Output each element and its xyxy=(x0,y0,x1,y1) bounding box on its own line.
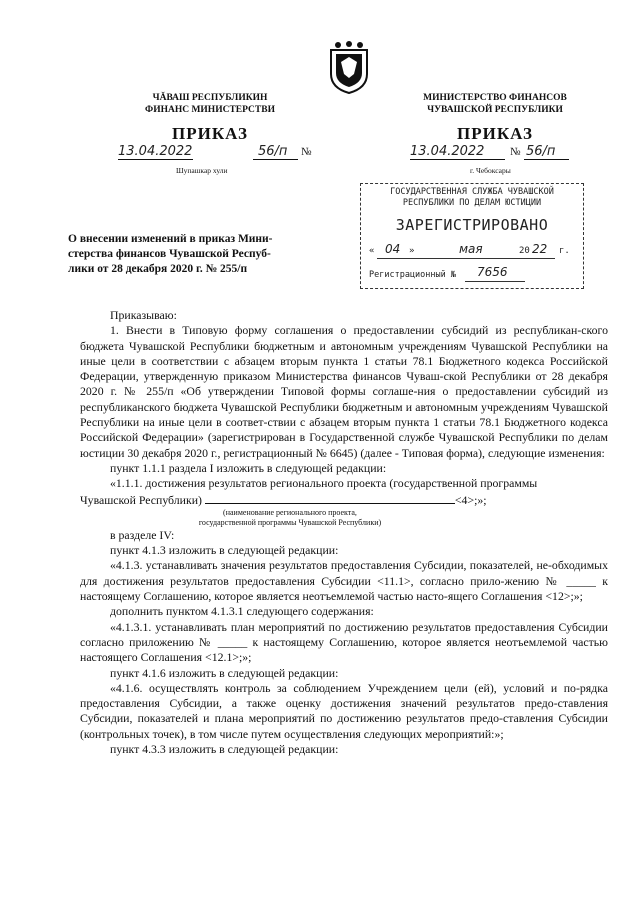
paragraph-1-1-1-intro: пункт 1.1.1 раздела I изложить в следующей редакции: xyxy=(110,460,387,475)
paragraph-4-1-6-text: «4.1.6. осуществлять контроль за соблюдением Учреждением цели (ей), условий и по-рядка предоставления Субсидии, а также оценку достижения значений результатов предо-ставления Субсидии, показателей и плана мероприятий по достижению результатов предо-ставления Субсидии (контрольных точек), в том числе путем осуществления следующих мероприятий:»; xyxy=(80,680,608,741)
registration-stamp xyxy=(360,183,584,289)
caption-block xyxy=(140,508,440,528)
left-date: 13.04.2022 xyxy=(118,144,193,159)
paragraph-1-1-1-text xyxy=(80,476,608,508)
clause-1-1-1-b: Чувашской Республики) xyxy=(80,492,202,507)
stamp-month: мая xyxy=(459,242,483,256)
left-org-line2: ФИНАНС МИНИСТЕРСТВИ xyxy=(145,105,275,115)
left-header xyxy=(130,92,290,116)
title-line2: стерства финансов Чувашской Респуб- xyxy=(68,248,271,260)
stamp-date-row: « 04 » мая 20 22 г. xyxy=(369,244,579,260)
left-number: 56/п xyxy=(258,144,288,159)
right-number-sign: № xyxy=(510,146,521,158)
stamp-day: 04 xyxy=(385,242,401,256)
paragraph-4-1-6-intro: пункт 4.1.6 изложить в следующей редакции: xyxy=(110,665,339,680)
right-org-line2: ЧУВАШСКОЙ РЕСПУБЛИКИ xyxy=(427,105,563,115)
stamp-year-prefix: 20 xyxy=(519,246,530,256)
right-date-number xyxy=(410,144,610,162)
right-number: 56/п xyxy=(526,144,556,159)
coat-of-arms-emblem xyxy=(326,40,372,94)
caption-line1: (наименование регионального проекта, xyxy=(223,507,357,517)
paragraph-4-1-3-1-text: «4.1.3.1. устанавливать план мероприятий по достижению результатов предоставления Субсидии согласно приложению № _____ к настоящему Соглашению, которое является неотъемлемой частью настоящего Соглашения <12.1>;»; xyxy=(80,619,608,665)
stamp-reg-row xyxy=(369,265,579,284)
title-line1: О внесении изменений в приказ Мини- xyxy=(68,233,273,245)
right-place: г. Чебоксары xyxy=(470,166,511,175)
stamp-year: 22 xyxy=(532,242,548,256)
left-number-sign: № xyxy=(301,146,312,158)
title-line3: лики от 28 декабря 2020 г. № 255/п xyxy=(68,263,248,275)
left-date-number xyxy=(118,144,318,162)
right-org-line1: МИНИСТЕРСТВО ФИНАНСОВ xyxy=(423,93,567,103)
paragraph-4-3-3-intro: пункт 4.3.3 изложить в следующей редакции: xyxy=(110,742,339,757)
right-header xyxy=(405,92,585,116)
paragraph-4-1-3-text: «4.1.3. устанавливать значения результатов предоставления Субсидии, показателей, не-обходимых для достижения результатов предоставления Субсидии <11.1>, согласно прило-жению № _____ к настоящему Соглашению, которое является неотъемлемой частью насто-ящего Соглашения <12>;»; xyxy=(80,558,608,604)
stamp-line1: ГОСУДАРСТВЕННАЯ СЛУЖБА ЧУВАШСКОЙ xyxy=(390,187,554,197)
right-doc-type: ПРИКАЗ xyxy=(457,124,533,143)
document-body xyxy=(80,308,608,757)
left-org-line1: ЧĂВАШ РЕСПУБЛИКИН xyxy=(152,93,268,103)
clause-1-1-1-c: <4>;»; xyxy=(454,492,487,507)
paragraph-4-1-3-intro: пункт 4.1.3 изложить в следующей редакции: xyxy=(110,543,339,558)
paragraph-order: Приказываю: xyxy=(110,308,177,322)
stamp-reg-label: Регистрационный № xyxy=(369,270,456,280)
stamp-reg-number: 7656 xyxy=(477,265,508,279)
paragraph-section-iv: в разделе IV: xyxy=(110,527,175,542)
left-doc-type: ПРИКАЗ xyxy=(172,124,248,143)
paragraph-1: 1. Внести в Типовую форму соглашения о предоставлении субсидий из республикан-ского бюджета Чувашской Республики бюджетным и автономным учреждениям Чувашской Республики на иные цели в соответствии с абзацем вторым пункта 1 статьи 78.1 Бюджетного кодекса Российской Федерации, утвержденную приказом Министерства финансов Чуваш-ской Республики от 28 декабря 2020 г. № 255/п «Об утверждении Типовой формы соглаше-ния о предоставлении субсидий из республиканского бюджета Чувашской Республики бюджетным и автономным учреждениям Чувашской Республики на иные цели в соответ-ствии с абзацем вторым пункта 1 статьи 78.1 Бюджетного кодекса Российской Федерации» (зарегистрирован в Государственной службе Чувашской Республики по делам юстиции 30 декабря 2020 г., регистрационный № 6645) (далее - Типовая форма), следующие изменения: xyxy=(80,323,608,460)
caption-line2: государственной программы Чувашской Республики) xyxy=(198,517,382,527)
right-date: 13.04.2022 xyxy=(410,144,485,159)
left-place: Шупашкар хули xyxy=(176,166,228,175)
document-title xyxy=(68,232,308,277)
clause-1-1-1-a: «1.1.1. достижения результатов регионального проекта (государственной программы xyxy=(110,476,538,491)
stamp-year-suffix: г. xyxy=(559,246,570,256)
stamp-status: ЗАРЕГИСТРИРОВАНО xyxy=(395,216,549,234)
paragraph-4-1-3-1-intro: дополнить пунктом 4.1.3.1 следующего содержания: xyxy=(110,604,374,619)
stamp-line2: РЕСПУБЛИКИ ПО ДЕЛАМ ЮСТИЦИИ xyxy=(402,198,542,208)
